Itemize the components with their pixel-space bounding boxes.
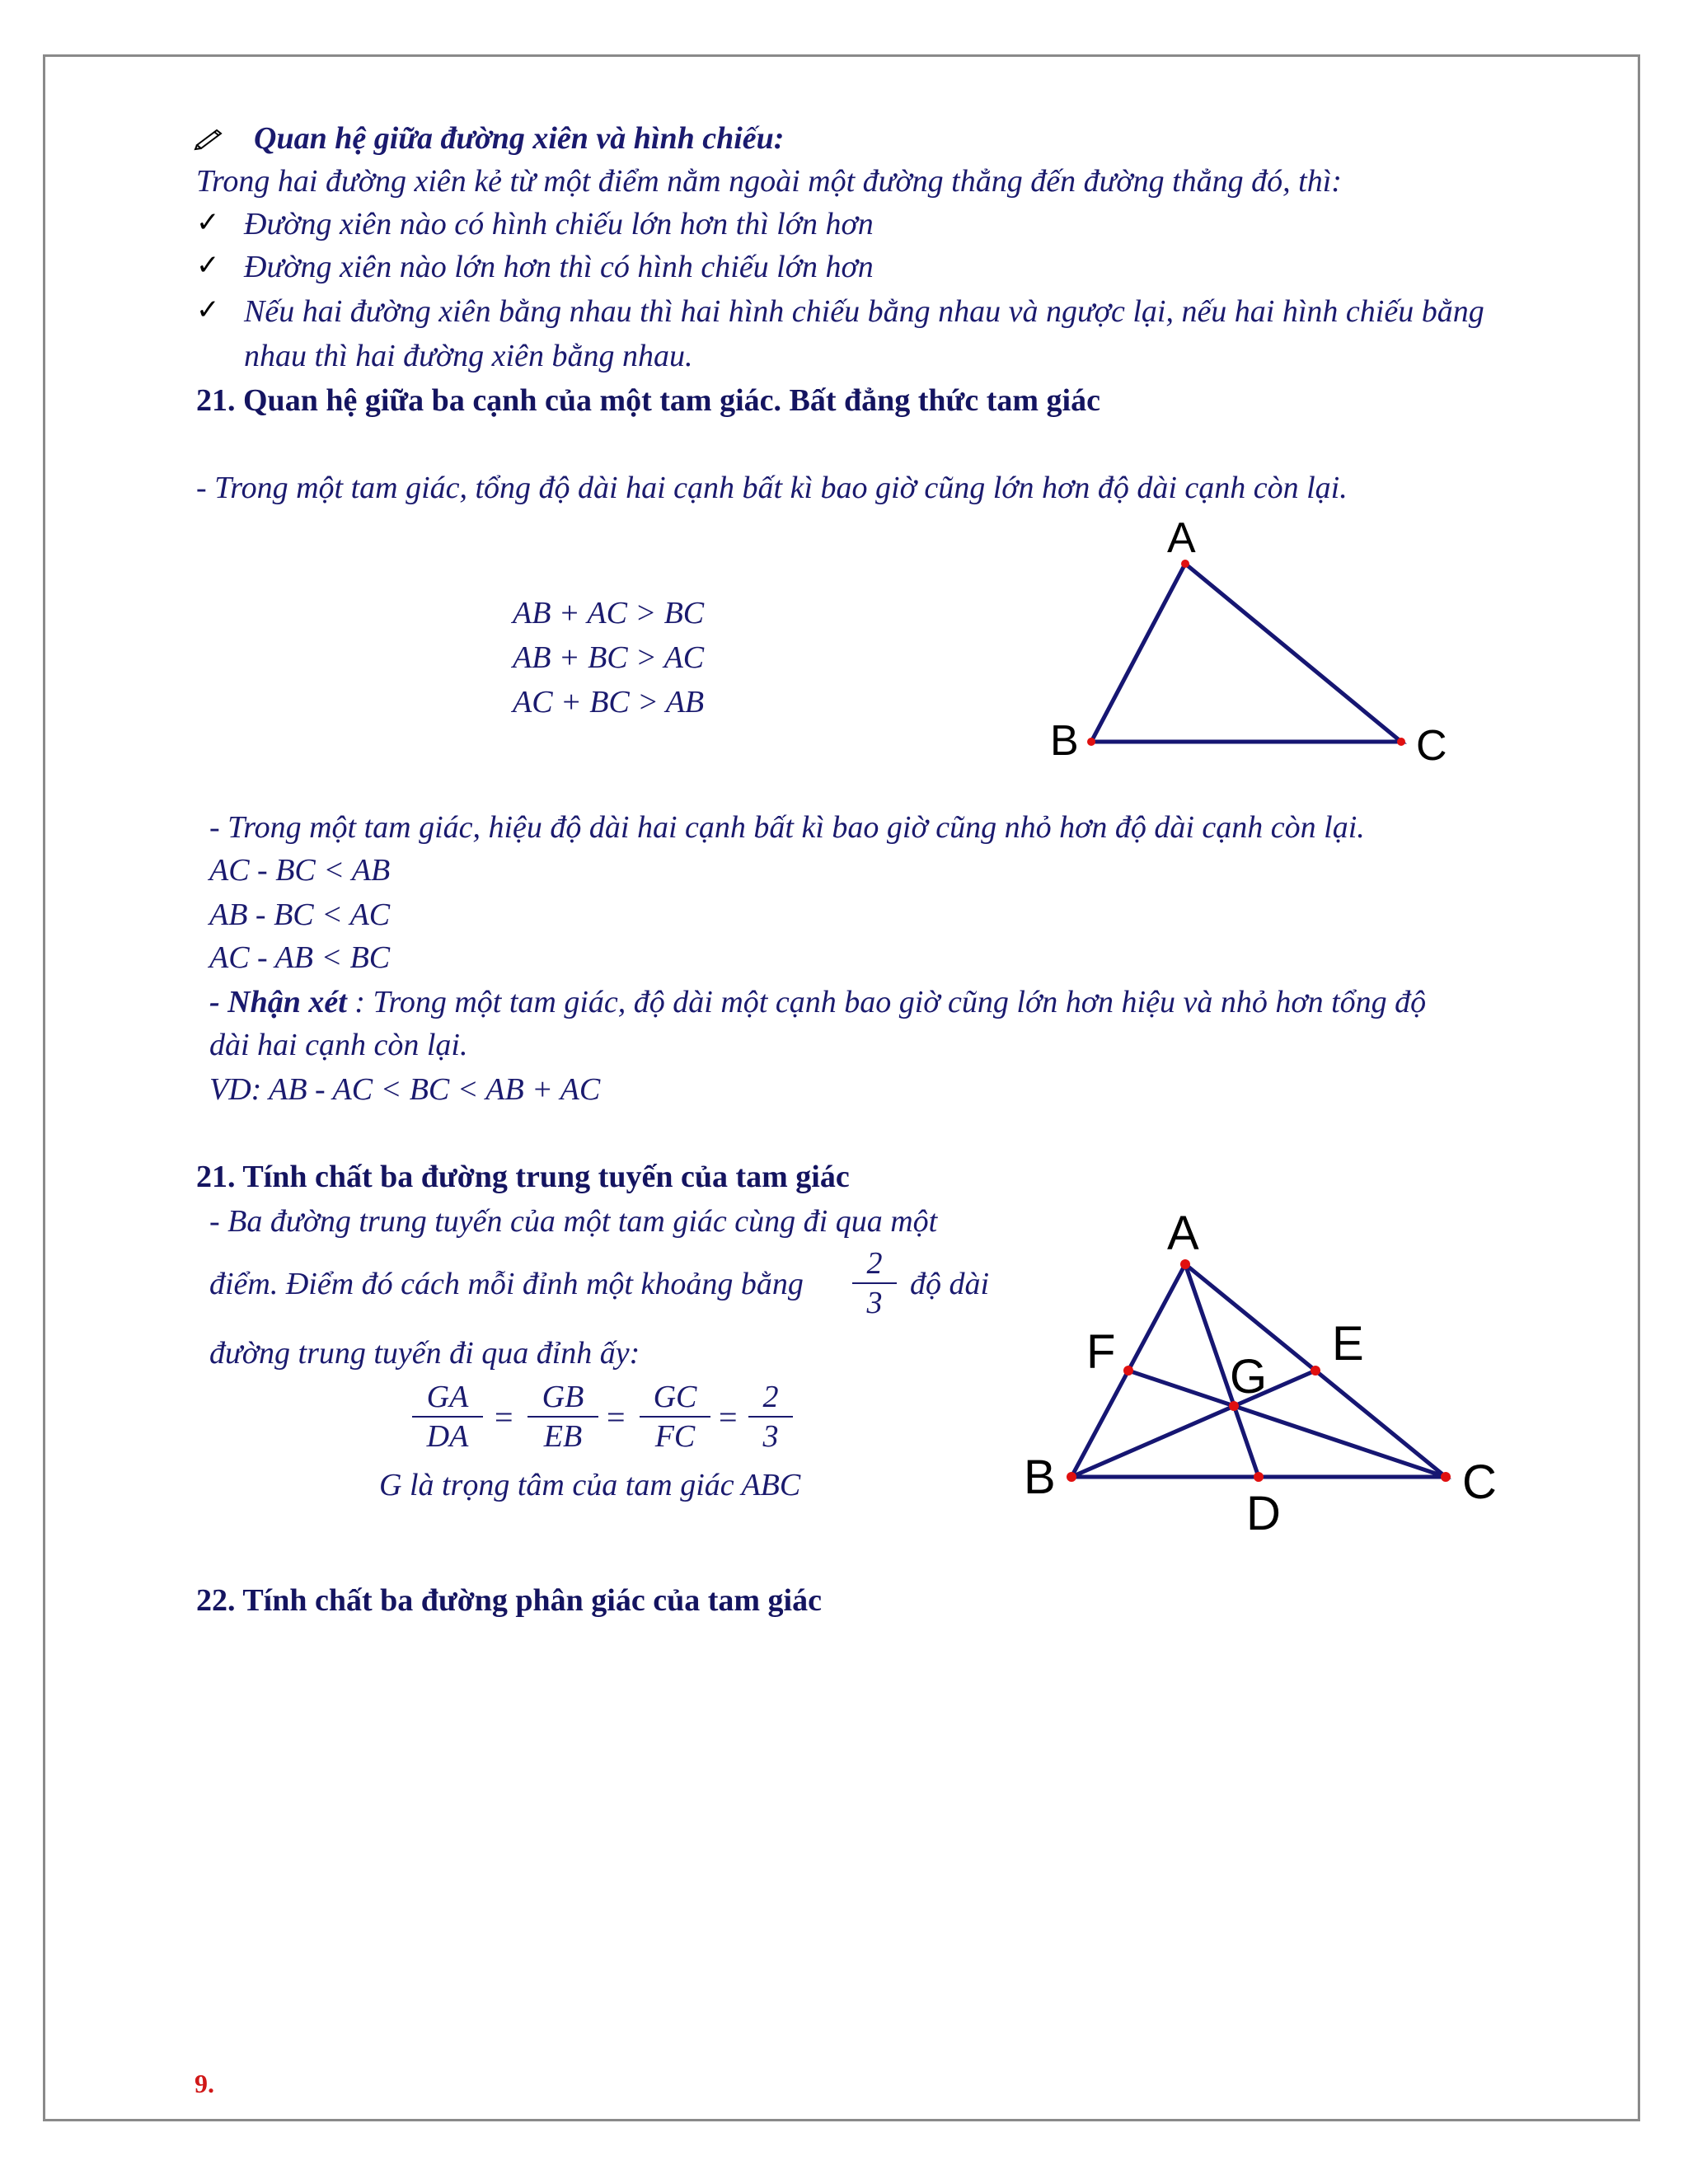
equals-sign: = — [719, 1399, 738, 1436]
midpoint-f — [1123, 1366, 1133, 1376]
label-d: D — [1246, 1487, 1281, 1540]
equals-sign: = — [607, 1399, 626, 1436]
vertex-c — [1441, 1472, 1451, 1482]
label-b: B — [1050, 717, 1079, 765]
heading-bisectors: 22. Tính chất ba đường phân giác của tam giác — [196, 1583, 822, 1618]
remark-text: : Trong một tam giác, độ dài một cạnh bao giờ cũng lớn hơn hiệu và nhỏ hơn tổng độ — [346, 985, 1427, 1019]
sum-formula-3: AC + BC > AB — [513, 685, 705, 719]
fraction-num: 2 — [866, 1246, 883, 1281]
slant-title: Quan hệ giữa đường xiên và hình chiếu: — [254, 121, 785, 156]
checkmark-icon: ✓ — [196, 206, 220, 239]
ratio-den: DA — [426, 1419, 469, 1454]
label-a: A — [1167, 1207, 1199, 1260]
ratio-num: GB — [542, 1380, 584, 1414]
equals-sign: = — [495, 1399, 513, 1436]
slant-item-3: Nếu hai đường xiên bằng nhau thì hai hình chiếu bằng nhau và ngược lại, nếu hai hình chiếu bằng — [244, 294, 1484, 329]
median-line-2b: độ dài — [910, 1267, 990, 1301]
slant-item-3-cont: nhau thì hai đường xiên bằng nhau. — [244, 339, 693, 373]
centroid-note: G là trọng tâm của tam giác ABC — [379, 1468, 801, 1502]
ratio-den: FC — [654, 1419, 696, 1454]
rule-sum: - Trong một tam giác, tổng độ dài hai cạnh bất kì bao giờ cũng lớn hơn độ dài cạnh còn lại. — [196, 471, 1348, 505]
slant-item-1: Đường xiên nào có hình chiếu lớn hơn thì lớn hơn — [244, 207, 874, 241]
example: VD: AB - AC < BC < AB + AC — [209, 1072, 601, 1107]
remark-text-2: dài hai cạnh còn lại. — [209, 1028, 468, 1062]
sum-formula-2: AB + BC > AC — [513, 640, 705, 675]
label-e: E — [1332, 1317, 1364, 1371]
diff-formula-2: AB - BC < AC — [209, 898, 391, 932]
ratio-num: GC — [653, 1380, 697, 1414]
label-f: F — [1086, 1325, 1116, 1379]
sum-formula-1: AB + AC > BC — [513, 596, 705, 630]
midpoint-d — [1254, 1472, 1264, 1482]
checkmark-icon: ✓ — [196, 293, 220, 326]
ratio-den: EB — [543, 1419, 583, 1454]
label-c: C — [1462, 1455, 1497, 1509]
checkmark-icon: ✓ — [196, 249, 220, 282]
page-number: 9. — [195, 2069, 214, 2098]
midpoint-e — [1311, 1366, 1320, 1376]
label-b: B — [1024, 1451, 1056, 1504]
ratio-num: 2 — [762, 1380, 779, 1414]
label-g: G — [1230, 1350, 1268, 1404]
vertex-a — [1180, 1259, 1190, 1269]
median-line-1: - Ba đường trung tuyến của một tam giác cùng đi qua một — [209, 1204, 938, 1239]
diff-formula-1: AC - BC < AB — [209, 853, 391, 888]
label-c: C — [1416, 722, 1447, 770]
remark-label: - Nhận xét — [209, 985, 347, 1019]
median-line-3: đường trung tuyến đi qua đỉnh ấy: — [209, 1336, 640, 1371]
fraction-den: 3 — [866, 1286, 883, 1320]
ratio-den: 3 — [762, 1419, 779, 1454]
slant-item-2: Đường xiên nào lớn hơn thì có hình chiếu lớn hơn — [244, 250, 874, 284]
vertex-b — [1067, 1472, 1076, 1482]
rule-diff: - Trong một tam giác, hiệu độ dài hai cạnh bất kì bao giờ cũng nhỏ hơn độ dài cạnh còn lại. — [209, 810, 1365, 845]
ratio-num: GA — [426, 1380, 469, 1414]
diff-formula-3: AC - AB < BC — [209, 940, 391, 975]
heading-triangle-inequality: 21. Quan hệ giữa ba cạnh của một tam giác. Bất đẳng thức tam giác — [196, 383, 1100, 418]
label-a: A — [1167, 514, 1196, 562]
heading-medians: 21. Tính chất ba đường trung tuyến của tam giác — [196, 1160, 850, 1194]
median-line-2a: điểm. Điểm đó cách mỗi đỉnh một khoảng bằng — [209, 1267, 804, 1301]
slant-intro: Trong hai đường xiên kẻ từ một điểm nằm ngoài một đường thẳng đến đường thẳng đó, thì: — [196, 164, 1342, 199]
